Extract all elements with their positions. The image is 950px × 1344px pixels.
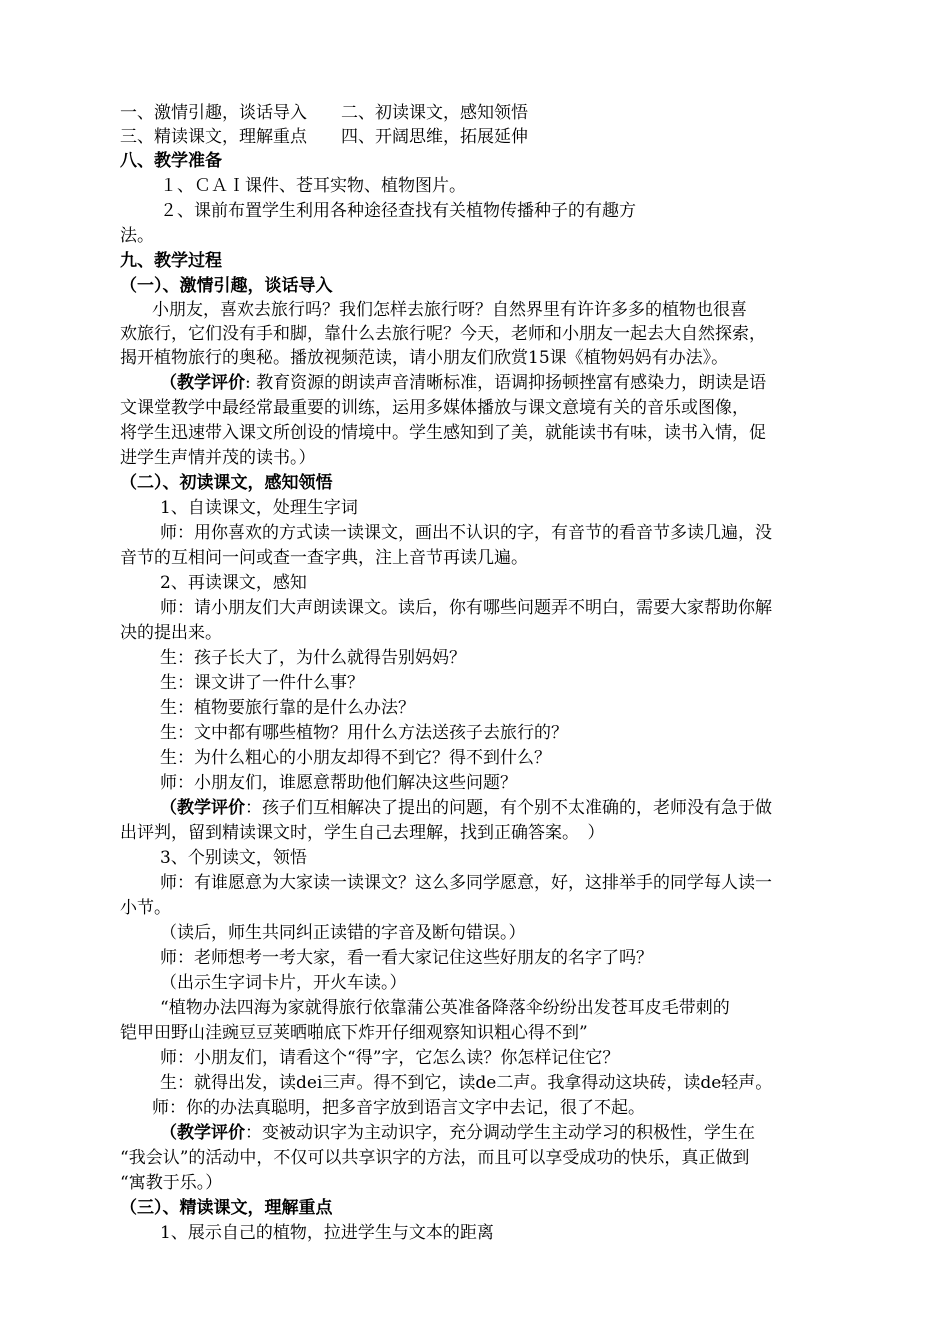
- text-line: [160, 371, 766, 395]
- text-line: 文课堂教学中最经常最重要的训练，运用多媒体播放与课文意境有关的音乐或图像，: [120, 398, 749, 418]
- text-line: 三、精读课文，理解重点 四、开阔思维，拓展延伸: [120, 127, 528, 147]
- text-line: 进学生声情并茂的读书。）: [120, 448, 316, 468]
- text-line: （读后，师生共同纠正读错的字音及断句错误。）: [160, 923, 526, 943]
- text-line: 揭开植物旅行的奥秘。播放视频范读，请小朋友们欣赏15课《植物妈妈有办法》。: [120, 348, 729, 368]
- evaluation-text: ：孩子们互相解决了提出的问题，有个别不太准确的，老师没有急于做: [245, 798, 772, 818]
- text-line: 将学生迅速带入课文所创设的情境中。学生感知到了美，就能读书有味，读书入情，促: [120, 423, 766, 443]
- text-line: “植物办法四海为家就得旅行依靠蒲公英准备降落伞纷纷出发苍耳皮毛带刺的: [160, 998, 730, 1018]
- text-line: [160, 796, 772, 820]
- text-line: 生：为什么粗心的小朋友却得不到它？得不到什么？: [160, 748, 551, 768]
- text-line: 音节的互相问一问或查一查字典，注上音节再读几遍。: [120, 548, 528, 568]
- text-line: 2、再读课文，感知: [160, 573, 307, 593]
- text-line: 小节。: [120, 898, 171, 918]
- evaluation-label: （教学评价: [160, 798, 245, 818]
- subsection-heading: （一）、激情引趣，谈话导入: [120, 276, 333, 296]
- text-line: 1、展示自己的植物，拉进学生与文本的距离: [160, 1223, 494, 1243]
- text-line: 出评判，留到精读课文时，学生自己去理解，找到正确答案。 ）: [120, 823, 605, 843]
- text-line: “寓教于乐。）: [120, 1173, 223, 1193]
- text-line: 师：有谁愿意为大家读一读课文？这么多同学愿意，好，这排举手的同学每人读一: [160, 873, 772, 893]
- text-line: 师：用你喜欢的方式读一读课文，画出不认识的字，有音节的看音节多读几遍，没: [160, 523, 772, 543]
- evaluation-text: : 教育资源的朗读声音清晰标准，语调抑扬顿挫富有感染力，朗读是语: [245, 373, 767, 393]
- text-line: １、ＣＡＩ课件、苍耳实物、植物图片。: [160, 176, 466, 196]
- text-line: 生：课文讲了一件什么事？: [160, 673, 364, 693]
- evaluation-label: （教学评价: [160, 373, 245, 393]
- text-line: 法。: [120, 226, 154, 246]
- text-line: 师：小朋友们，谁愿意帮助他们解决这些问题？: [160, 773, 517, 793]
- text-line: 师：小朋友们，请看这个“得”字，它怎么读？你怎样记住它？: [160, 1048, 620, 1068]
- section-heading: 八、教学准备: [120, 151, 222, 171]
- section-heading: 九、教学过程: [120, 251, 222, 271]
- text-line: 师：你的办法真聪明，把多音字放到语言文字中去记，很了不起。: [152, 1098, 645, 1118]
- evaluation-label: （教学评价: [160, 1123, 245, 1143]
- text-line: 3、个别读文，领悟: [160, 848, 307, 868]
- text-line: 师：请小朋友们大声朗读课文。读后，你有哪些问题弄不明白，需要大家帮助你解: [160, 598, 772, 618]
- text-line: [160, 1121, 755, 1145]
- subsection-heading: （三）、精读课文，理解重点: [120, 1198, 333, 1218]
- text-line: 铠甲田野山洼豌豆豆荚晒啪底下炸开仔细观察知识粗心得不到”: [120, 1023, 588, 1043]
- text-line: 小朋友，喜欢去旅行吗？我们怎样去旅行呀？自然界里有许许多多的植物也很喜: [152, 300, 747, 320]
- subsection-heading: （二）、初读课文，感知领悟: [120, 473, 333, 493]
- text-line: （出示生字词卡片，开火车读。）: [160, 973, 407, 993]
- text-line: 生：文中都有哪些植物？用什么方法送孩子去旅行的？: [160, 723, 568, 743]
- text-line: “我会认”的活动中，不仅可以共享识字的方法，而且可以享受成功的快乐，真正做到: [120, 1148, 750, 1168]
- text-line: 欢旅行，它们没有手和脚，靠什么去旅行呢？今天，老师和小朋友一起去大自然探索，: [120, 324, 766, 344]
- text-line: 生：植物要旅行靠的是什么办法？: [160, 698, 415, 718]
- text-line: 生：孩子长大了，为什么就得告别妈妈？: [160, 648, 466, 668]
- text-line: 生：就得出发，读dei三声。得不到它，读de二声。我拿得动这块砖，读de轻声。: [160, 1073, 773, 1093]
- text-line: ２、课前布置学生利用各种途径查找有关植物传播种子的有趣方: [160, 201, 636, 221]
- text-line: 1、自读课文，处理生字词: [160, 498, 358, 518]
- evaluation-text: ：变被动识字为主动识字，充分调动学生主动学习的积极性，学生在: [245, 1123, 755, 1143]
- text-line: 师：老师想考一考大家，看一看大家记住这些好朋友的名字了吗？: [160, 948, 653, 968]
- text-line: 一、激情引趣，谈话导入 二、初读课文，感知领悟: [120, 103, 528, 123]
- text-line: 决的提出来。: [120, 623, 222, 643]
